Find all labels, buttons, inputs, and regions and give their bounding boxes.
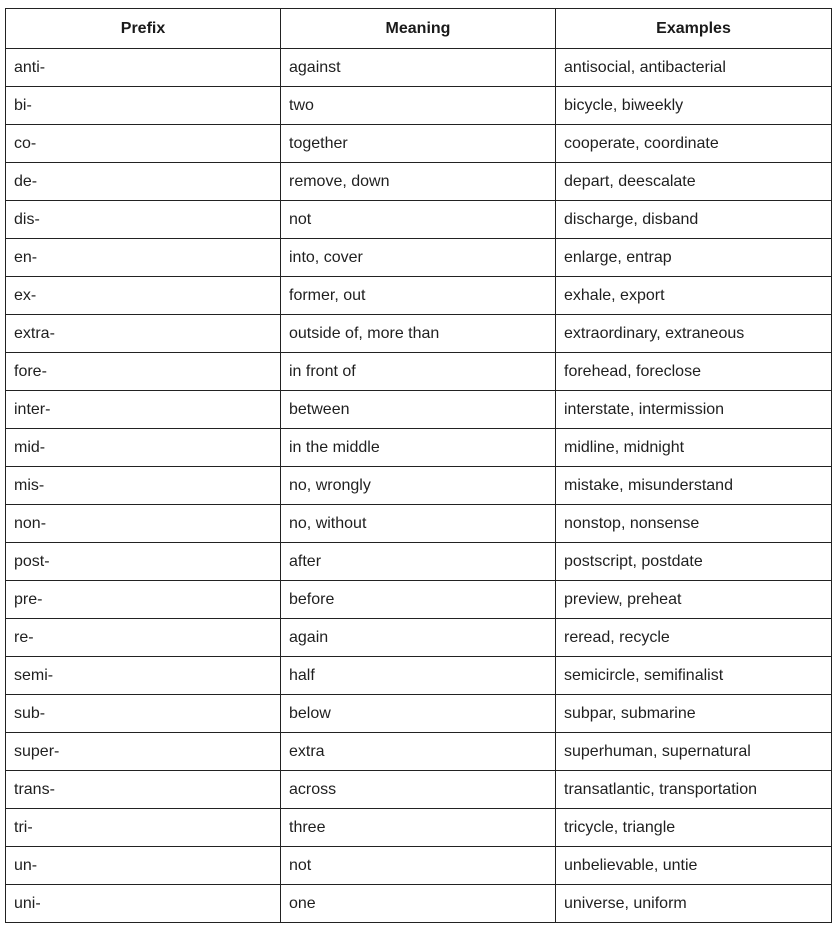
examples-cell: enlarge, entrap xyxy=(556,239,832,277)
column-header-meaning: Meaning xyxy=(281,9,556,49)
table-row xyxy=(6,467,832,505)
prefix-table xyxy=(5,8,832,923)
table-row xyxy=(6,429,832,467)
table-row xyxy=(6,809,832,847)
meaning-cell: after xyxy=(281,543,556,581)
examples-cell: antisocial, antibacterial xyxy=(556,49,832,87)
examples-cell: tricycle, triangle xyxy=(556,809,832,847)
table-row xyxy=(6,581,832,619)
examples-cell: forehead, foreclose xyxy=(556,353,832,391)
meaning-cell: across xyxy=(281,771,556,809)
prefix-cell: en- xyxy=(6,239,281,277)
prefix-cell: mis- xyxy=(6,467,281,505)
examples-cell: unbelievable, untie xyxy=(556,847,832,885)
examples-cell: subpar, submarine xyxy=(556,695,832,733)
examples-cell: depart, deescalate xyxy=(556,163,832,201)
table-row xyxy=(6,543,832,581)
meaning-cell: in the middle xyxy=(281,429,556,467)
examples-cell: extraordinary, extraneous xyxy=(556,315,832,353)
prefix-cell: pre- xyxy=(6,581,281,619)
prefix-cell: uni- xyxy=(6,885,281,923)
examples-cell: exhale, export xyxy=(556,277,832,315)
prefix-cell: post- xyxy=(6,543,281,581)
table-row xyxy=(6,619,832,657)
prefix-cell: super- xyxy=(6,733,281,771)
examples-cell: interstate, intermission xyxy=(556,391,832,429)
table-row xyxy=(6,505,832,543)
prefix-cell: co- xyxy=(6,125,281,163)
examples-cell: bicycle, biweekly xyxy=(556,87,832,125)
column-header-examples: Examples xyxy=(556,9,832,49)
prefix-cell: tri- xyxy=(6,809,281,847)
examples-cell: midline, midnight xyxy=(556,429,832,467)
prefix-cell: ex- xyxy=(6,277,281,315)
meaning-cell: not xyxy=(281,847,556,885)
table-row xyxy=(6,163,832,201)
meaning-cell: against xyxy=(281,49,556,87)
examples-cell: nonstop, nonsense xyxy=(556,505,832,543)
prefix-cell: dis- xyxy=(6,201,281,239)
meaning-cell: between xyxy=(281,391,556,429)
meaning-cell: former, out xyxy=(281,277,556,315)
meaning-cell: half xyxy=(281,657,556,695)
meaning-cell: no, without xyxy=(281,505,556,543)
table-row xyxy=(6,125,832,163)
prefix-cell: sub- xyxy=(6,695,281,733)
meaning-cell: no, wrongly xyxy=(281,467,556,505)
meaning-cell: not xyxy=(281,201,556,239)
column-header-prefix: Prefix xyxy=(6,9,281,49)
prefix-cell: de- xyxy=(6,163,281,201)
examples-cell: transatlantic, transportation xyxy=(556,771,832,809)
prefix-cell: fore- xyxy=(6,353,281,391)
meaning-cell: together xyxy=(281,125,556,163)
examples-cell: postscript, postdate xyxy=(556,543,832,581)
meaning-cell: remove, down xyxy=(281,163,556,201)
table-row xyxy=(6,695,832,733)
prefix-cell: inter- xyxy=(6,391,281,429)
meaning-cell: into, cover xyxy=(281,239,556,277)
examples-cell: cooperate, coordinate xyxy=(556,125,832,163)
examples-cell: discharge, disband xyxy=(556,201,832,239)
table-row xyxy=(6,733,832,771)
prefix-cell: re- xyxy=(6,619,281,657)
table-row xyxy=(6,391,832,429)
meaning-cell: again xyxy=(281,619,556,657)
meaning-cell: extra xyxy=(281,733,556,771)
table-row xyxy=(6,847,832,885)
examples-cell: universe, uniform xyxy=(556,885,832,923)
examples-cell: preview, preheat xyxy=(556,581,832,619)
meaning-cell: before xyxy=(281,581,556,619)
meaning-cell: in front of xyxy=(281,353,556,391)
prefix-table-container xyxy=(5,8,831,923)
prefix-cell: un- xyxy=(6,847,281,885)
meaning-cell: three xyxy=(281,809,556,847)
table-row xyxy=(6,771,832,809)
prefix-cell: mid- xyxy=(6,429,281,467)
meaning-cell: below xyxy=(281,695,556,733)
prefix-cell: trans- xyxy=(6,771,281,809)
table-row xyxy=(6,315,832,353)
table-row xyxy=(6,353,832,391)
table-row xyxy=(6,885,832,923)
prefix-cell: anti- xyxy=(6,49,281,87)
table-row xyxy=(6,239,832,277)
meaning-cell: one xyxy=(281,885,556,923)
prefix-cell: bi- xyxy=(6,87,281,125)
table-body xyxy=(6,49,832,923)
examples-cell: semicircle, semifinalist xyxy=(556,657,832,695)
examples-cell: reread, recycle xyxy=(556,619,832,657)
table-row xyxy=(6,277,832,315)
examples-cell: mistake, misunderstand xyxy=(556,467,832,505)
header-row xyxy=(6,9,832,49)
prefix-cell: non- xyxy=(6,505,281,543)
table-row xyxy=(6,49,832,87)
table-row xyxy=(6,87,832,125)
examples-cell: superhuman, supernatural xyxy=(556,733,832,771)
prefix-cell: semi- xyxy=(6,657,281,695)
meaning-cell: two xyxy=(281,87,556,125)
table-row xyxy=(6,657,832,695)
meaning-cell: outside of, more than xyxy=(281,315,556,353)
table-row xyxy=(6,201,832,239)
prefix-cell: extra- xyxy=(6,315,281,353)
